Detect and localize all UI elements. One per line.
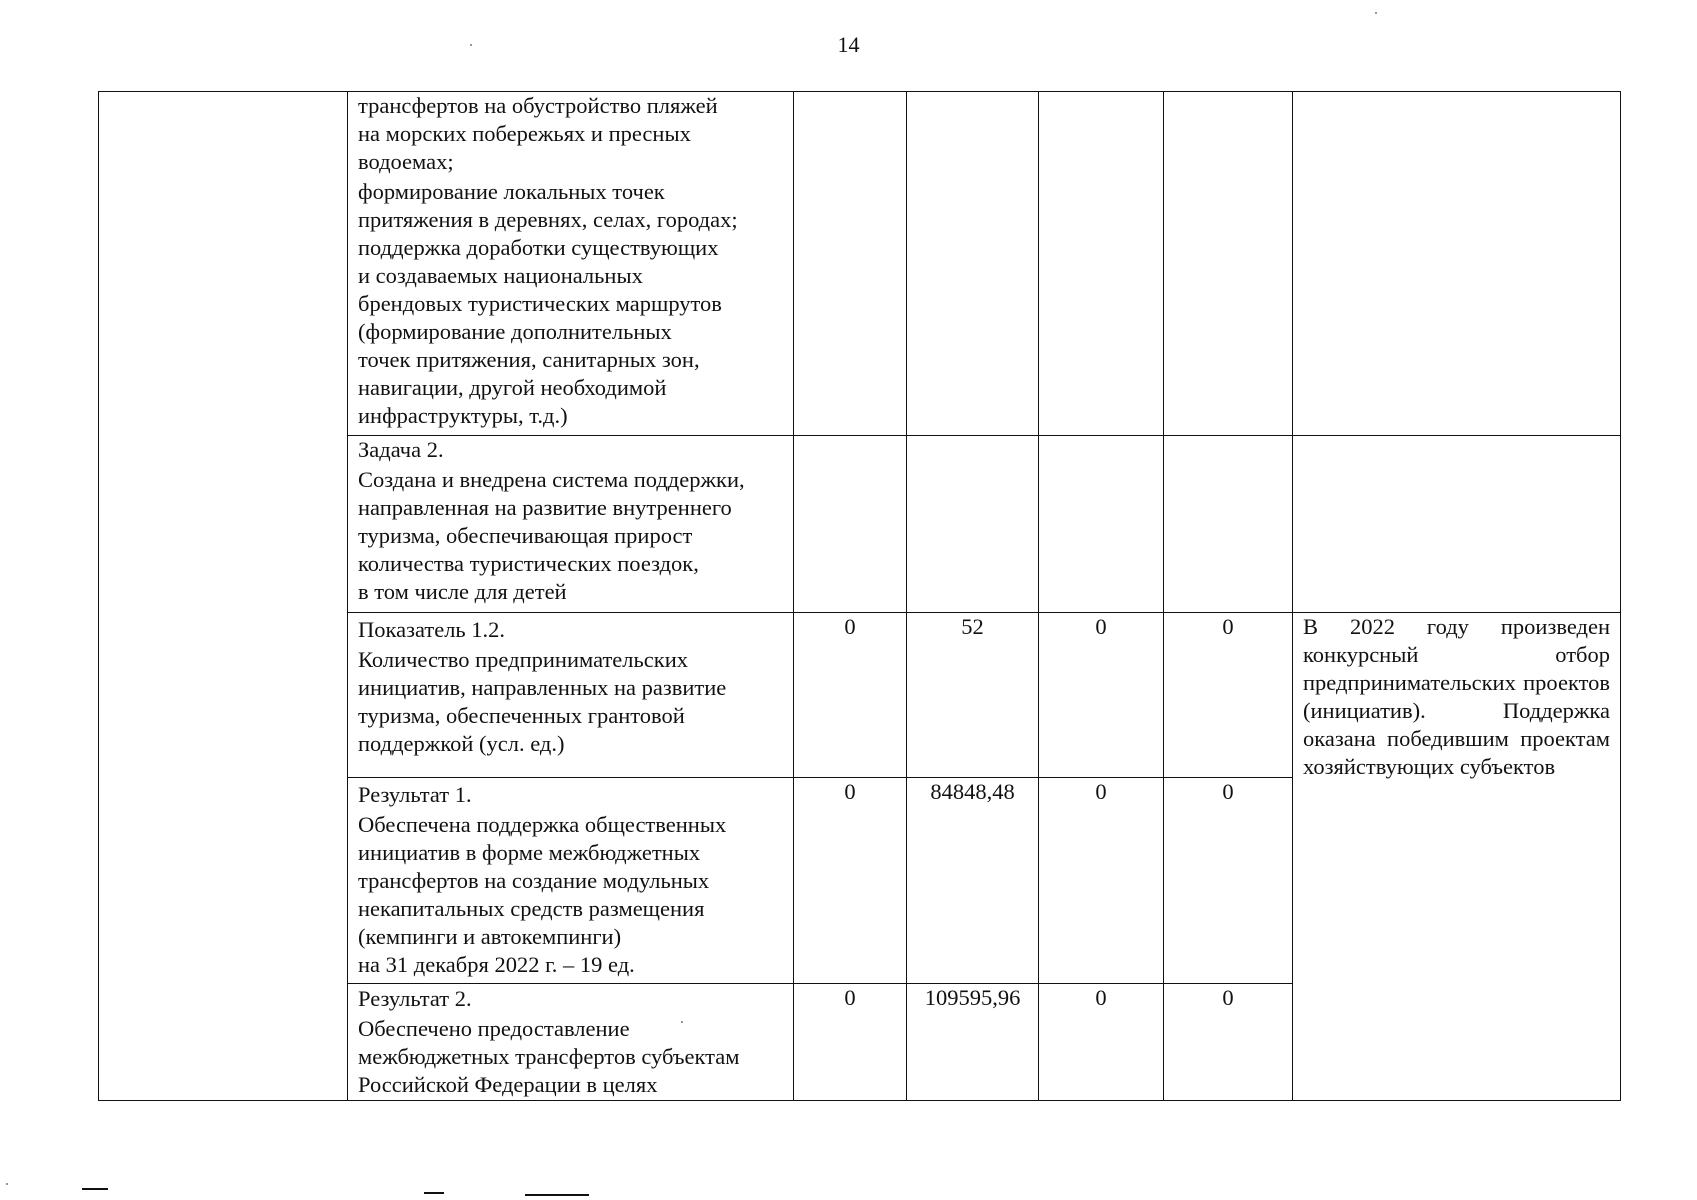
text-line: (формирование дополнительных xyxy=(358,319,672,344)
text-line: Показатель 1.2. xyxy=(358,617,506,642)
note-cell-empty xyxy=(1293,92,1621,436)
value-2022 xyxy=(907,92,1039,436)
text-line: инициатив, направленных на развитие xyxy=(358,675,727,700)
value-2024 xyxy=(1164,92,1293,436)
text-line: формирование локальных точек xyxy=(358,179,665,204)
results-table xyxy=(98,91,1621,1101)
value-2021: 0 xyxy=(794,778,907,984)
text-line: в том числе для детей xyxy=(358,579,567,604)
text-line: и создаваемых национальных xyxy=(358,263,643,288)
value-2023: 0 xyxy=(1039,613,1164,778)
empty-first-column-cell xyxy=(99,92,348,1101)
text-line: Результат 1. xyxy=(358,782,472,807)
value-2021: 0 xyxy=(794,613,907,778)
text-line: водоемах; xyxy=(358,149,454,174)
value-2024: 0 xyxy=(1164,778,1293,984)
text-line: межбюджетных трансфертов субъектам xyxy=(358,1044,740,1069)
scan-mark xyxy=(424,1192,444,1194)
text-line: поддержка доработки существующих xyxy=(358,235,719,260)
value-2024: 0 xyxy=(1164,984,1293,1101)
value-2022: 109595,96 xyxy=(907,984,1039,1101)
text-line: Обеспечена поддержка общественных xyxy=(358,812,727,837)
scan-mark xyxy=(82,1188,108,1190)
value-2023: 0 xyxy=(1039,778,1164,984)
text-line: Обеспечено предоставление xyxy=(358,1016,630,1041)
value-2021: 0 xyxy=(794,984,907,1101)
text-line: количества туристических поездок, xyxy=(358,551,699,576)
value-2024: 0 xyxy=(1164,613,1293,778)
text-line: навигации, другой необходимой xyxy=(358,375,667,400)
value-2023 xyxy=(1039,436,1164,613)
row-description xyxy=(348,436,794,613)
text-line: брендовых туристических маршрутов xyxy=(358,291,722,316)
text-line: Российской Федерации в целях xyxy=(358,1072,658,1097)
value-2021 xyxy=(794,436,907,613)
text-line: Создана и внедрена система поддержки, xyxy=(358,467,745,492)
scan-speck xyxy=(1375,12,1377,14)
row-description xyxy=(348,92,794,436)
value-2022 xyxy=(907,436,1039,613)
text-line: точек притяжения, санитарных зон, xyxy=(358,347,700,372)
table-row xyxy=(99,92,1621,436)
text-line: некапитальных средств размещения xyxy=(358,896,705,921)
row-description xyxy=(348,778,794,984)
text-line: Задача 2. xyxy=(358,437,444,462)
text-line: Количество предпринимательских xyxy=(358,647,688,672)
text-line: направленная на развитие внутреннего xyxy=(358,495,732,520)
scan-speck xyxy=(470,44,472,46)
text-line: поддержкой (усл. ед.) xyxy=(358,731,565,756)
text-line: (кемпинги и автокемпинги) xyxy=(358,924,622,949)
text-line: инициатив в форме межбюджетных xyxy=(358,840,701,865)
note-cell: В 2022 году произведен конкурсный отбор предпринимательских проектов (инициатив). Поддержка оказана победившим проектам хозяйствующих субъектов xyxy=(1293,613,1621,1101)
scan-mark xyxy=(525,1194,589,1196)
value-2023: 0 xyxy=(1039,984,1164,1101)
scan-speck xyxy=(6,1183,8,1185)
text-line: на 31 декабря 2022 г. – 19 ед. xyxy=(358,952,635,977)
text-line: инфраструктуры, т.д.) xyxy=(358,403,568,428)
row-description xyxy=(348,984,794,1101)
text-line: трансфертов на создание модульных xyxy=(358,868,710,893)
text-line: туризма, обеспечивающая прирост xyxy=(358,523,693,548)
page-number: 14 xyxy=(837,32,860,57)
note-cell-empty xyxy=(1293,436,1621,613)
text-line: притяжения в деревнях, селах, городах; xyxy=(358,207,738,232)
text-line: туризма, обеспеченных грантовой xyxy=(358,703,685,728)
value-2024 xyxy=(1164,436,1293,613)
scan-speck xyxy=(681,1021,683,1023)
row-description xyxy=(348,613,794,778)
value-2022: 84848,48 xyxy=(907,778,1039,984)
text-line: Результат 2. xyxy=(358,986,472,1011)
text-line: на морских побережьях и пресных xyxy=(358,121,691,146)
text-line: трансфертов на обустройство пляжей xyxy=(358,93,718,118)
value-2022: 52 xyxy=(907,613,1039,778)
value-2021 xyxy=(794,92,907,436)
value-2023 xyxy=(1039,92,1164,436)
